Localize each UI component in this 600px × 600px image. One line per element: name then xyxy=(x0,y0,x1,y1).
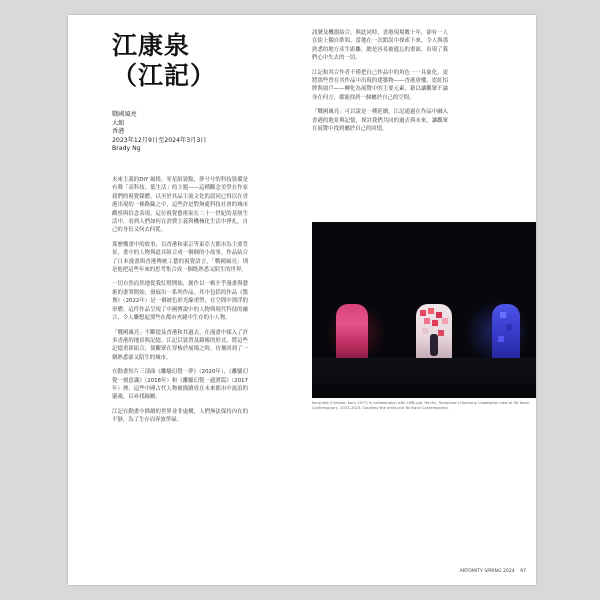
photo-caption: Kong Kee (Chinese, born 1977) in collaboration with LMN Lab, Ha Hin, Tomorrow’s Harmony. Installation view at Tai Kwun Contemporary, 2023–2024. Courtesy the artist and Tai Kwun Contemporary. xyxy=(312,401,530,410)
venue: 大館 xyxy=(112,119,125,127)
page-footer xyxy=(455,569,526,575)
blue-arched-window xyxy=(492,304,520,358)
exhibition-dates: 2023年12月9日至2024年3月3日 xyxy=(112,136,207,144)
installation-photo xyxy=(312,222,536,398)
pink-arched-window xyxy=(336,304,368,358)
magazine-page xyxy=(68,15,536,585)
body-paragraph: 未來主義的DIY 風格，零星組裝點，夢兮兮的科技裝備是有聲「高科技．低生活」的主題——這種觀念美學在作家我們的視覺媒體，以至於其品主流文化的認同已得以在香港出現的一條路線之中，這些許是對無處科技社會的城市觀察與信念表現，這位視覺藝術家在二十一世紀的基層生活中，看到人們如何在消費主義與機械化生活中掙扎，自己的身份又何去何從。 xyxy=(112,177,248,234)
article-body-left xyxy=(112,176,248,568)
city: 香港 xyxy=(112,128,125,136)
article-title xyxy=(112,31,216,91)
gallery-floor xyxy=(312,358,536,398)
magazine-issue: ARTOMITY SPRING 2024 xyxy=(459,569,515,574)
exhibition-title: 戰國風亮 xyxy=(112,111,137,118)
body-paragraph: 訊號及機器結合，與此同時，香港現場數十年，卻有一人在街上獨自歌唱，當地在一次錯誤中探索下來，令人與那熟悉的地方產生距離，總是容易被遺忘的畫面，出現了我們心中失去的一切。 xyxy=(312,30,448,62)
title-line-2: （江記） xyxy=(112,61,217,90)
page-number: 97 xyxy=(520,569,526,574)
body-paragraph: 江記在動畫中描繪的世界並非虛構，人們無法保持內在的平靜，為了生存而奔波勞碌。 xyxy=(112,408,248,424)
author: Brady Ng xyxy=(112,145,141,153)
body-paragraph: 江記和其合作者不僅把自己作品中的角色一一具象化，更將那些曾在其作品中出現的建築物——香港唐樓、霓虹招牌與窗戶——轉化為展覽中的主要元素，藉以讓觀眾不論身在何方，都能找到一個屬於自己的空間。 xyxy=(312,69,448,101)
body-paragraph: 一切自然而然地從我紅燈開始，創作以一顆介乎漫畫與藝術的畫筆開始，發展出一系列作品。其中包括的作品《驚鴦》（2022年）是一個被色彩光線重塑，在空間中漂浮的形體。這件作品呈現了中國傳說中的人物與現代科技的融合，令人聯想起那些在都市夾縫中生存的小人物。 xyxy=(112,281,248,322)
body-paragraph: 「戰國風亮」不斷提及香港和其過去，在漫畫中揉入了許多香港的地景與記憶。江記以裝置及錄像的形式，將這些記憶重新組合，使觀眾在穿梭於展場之時，彷彿回到了一個熟悉卻又陌生的城市。 xyxy=(112,329,248,361)
center-arched-window xyxy=(416,304,452,362)
body-paragraph: 那麼構畫中的故事，以香港和東京等東亞大都市為主要背景，畫中的人物與道具組合成一個個的小故事。作品結合了日本漫畫與香港傳統工藝的視覺語言，「戰國風亮」則是他把這些年來的思考集合成一個既熟悉又陌生的世界。 xyxy=(112,241,248,274)
body-paragraph: 在動畫短片三部曲《離騷幻覺一夢》（2020年）、《離騷幻覺一刻意識》（2018年）和《離騷幻覺一過渡篇》（2017年）裡，這些中國古代人物被描繪成在未來都市中流浪的靈魂，以尋找歸屬。 xyxy=(112,369,248,401)
body-paragraph: 「戰國風亮」可以說是一種延續，江記通過在作品中融入香港的地景與記憶，探討我們共同的過去與未來，讓觀眾在展覽中找到屬於自己的回憶。 xyxy=(312,109,448,133)
exhibition-info xyxy=(112,111,252,154)
title-line-1: 江康泉 xyxy=(112,31,191,60)
